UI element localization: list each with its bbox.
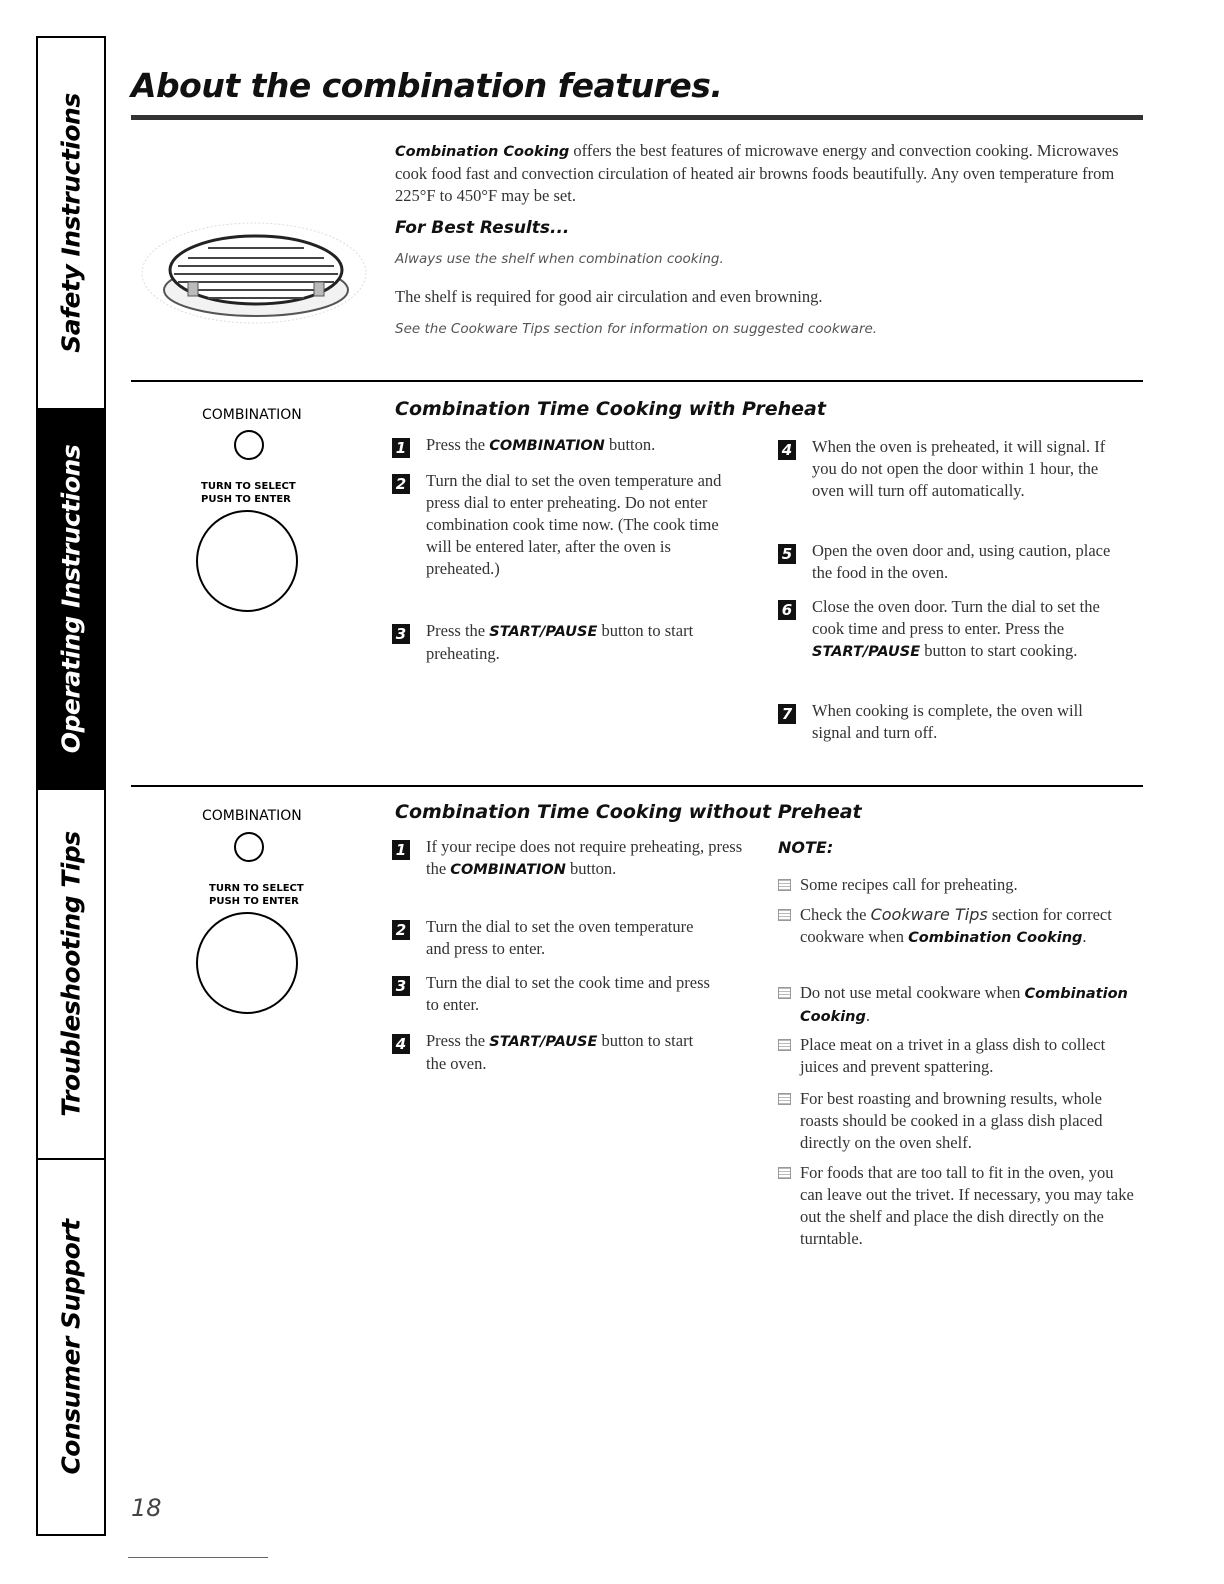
preheat-step-3 [395,620,744,665]
turn-to-select-label: TURN TO SELECT [209,883,304,894]
step-number: 5 [778,544,796,564]
no-preheat-heading: Combination Time Cooking without Preheat [395,801,862,823]
combination-button[interactable] [234,430,264,460]
page-title: About the combination features. [131,66,723,105]
combination-cooking-term: Combination Cooking [800,986,1128,1025]
note-text: . [1082,927,1087,946]
no-preheat-step-3 [395,972,716,1016]
step-number: 4 [778,440,796,460]
step-number: 3 [392,976,410,996]
step-number: 4 [392,1034,410,1054]
select-dial[interactable] [196,912,298,1014]
step-number: 3 [392,624,410,644]
start-pause-term: START/PAUSE [489,624,598,640]
tab-operating-instructions[interactable] [38,410,104,790]
step-text: Turn the dial to set the cook time and press to enter. [426,973,710,1014]
tab-consumer-support[interactable] [38,1160,104,1534]
combination-term: COMBINATION [489,438,605,454]
best-results-heading: For Best Results... [395,218,570,238]
preheat-step-5 [781,540,1122,584]
shelf-illustration [138,218,370,328]
step-text: When cooking is complete, the oven will signal and turn off. [812,701,1083,742]
intro-paragraph [395,140,1140,207]
note-text: For foods that are too tall to fit in the oven, you can leave out the trivet. If necessary, you may take out the shelf and place the dish directly on the turntable. [800,1163,1134,1248]
sidebar-nav [36,36,106,1536]
dial-label: COMBINATION [202,407,302,423]
start-pause-term: START/PAUSE [812,644,921,660]
note-text: Check the [800,905,871,924]
combination-cooking-term: Combination Cooking [395,144,570,160]
section-divider [131,380,1143,382]
step-number: 2 [392,920,410,940]
best-results-note: Always use the shelf when combination cooking. [395,251,724,267]
step-text: Open the oven door and, using caution, place the food in the oven. [812,541,1111,582]
note-text: section for correct cookware when [800,905,1112,946]
combination-term: COMBINATION [450,862,566,878]
no-preheat-step-2 [395,916,716,960]
step-text: When the oven is preheated, it will signal. If you do not open the door within 1 hour, the oven will turn off automatically. [812,437,1106,500]
preheat-step-7 [781,700,1122,744]
step-text: button to start the oven. [426,1031,694,1073]
tab-troubleshooting-tips[interactable] [38,790,104,1160]
page-number: 18 [131,1494,162,1522]
combination-cooking-term: Combination Cooking [908,930,1083,946]
step-number: 1 [392,438,410,458]
dial-label: COMBINATION [202,808,302,824]
note-text: For best roasting and browning results, whole roasts should be cooked in a glass dish placed directly on the oven shelf. [800,1089,1103,1152]
select-dial[interactable] [196,510,298,612]
title-rule [131,115,1143,120]
combination-button[interactable] [234,832,264,862]
tab-safety-instructions[interactable] [38,38,104,410]
no-preheat-step-4 [395,1030,716,1075]
bullet-icon [778,879,791,891]
note-text: . [865,1006,871,1025]
footer-line [128,1557,268,1558]
step-text: Press the [426,621,490,640]
turn-to-select-label: TURN TO SELECT [201,481,296,492]
note-text: Place meat on a trivet in a glass dish to collect juices and prevent spattering. [800,1035,1106,1076]
step-text: button to start preheating. [426,621,694,663]
note-item [800,1034,1130,1078]
step-text: Close the oven door. Turn the dial to set the cook time and press to enter. Press the [812,597,1100,638]
step-number: 1 [392,840,410,860]
step-text: button. [565,859,617,878]
step-text: Press the [426,1031,490,1050]
step-number: 7 [778,704,796,724]
step-text: If your recipe does not require preheating, press the [426,837,743,878]
intro-text: offers the best features of microwave energy and convection cooking. Microwaves cook food fast and convection circulation of heated air browns foods beautifully. Any oven temperature from 225°F to 450°F may be set. [395,141,1119,205]
preheat-step-1 [395,434,746,457]
section-divider [131,785,1143,787]
bullet-icon [778,1039,791,1051]
step-text: Press the [426,435,490,454]
no-preheat-step-1 [395,836,746,881]
cookware-tips-term: Cookware Tips [870,905,988,924]
tab-label: Operating Instructions [56,444,86,754]
note-item [800,1088,1130,1154]
step-text: Turn the dial to set the oven temperature and press to enter. [426,917,694,958]
push-to-enter-label: PUSH TO ENTER [201,494,291,505]
start-pause-term: START/PAUSE [489,1034,598,1050]
note-text: Some recipes call for preheating. [800,875,1018,894]
step-number: 2 [392,474,410,494]
step-text: button to start cooking. [920,641,1078,660]
note-item [800,874,1130,896]
note-item [800,904,1130,949]
tab-label: Troubleshooting Tips [56,831,86,1117]
note-item [800,982,1130,1028]
preheat-step-6 [781,596,1130,663]
bullet-icon [778,1167,791,1179]
preheat-step-4 [781,436,1122,502]
bullet-icon [778,987,791,999]
step-text: Turn the dial to set the oven temperature and press dial to enter preheating. Do not enter combination cook time now. (The cook time will be entered later, after the oven is preheated.) [426,471,722,578]
preheat-heading: Combination Time Cooking with Preheat [395,398,826,420]
note-text: Do not use metal cookware when [800,983,1025,1002]
tab-label: Safety Instructions [56,93,86,353]
note-heading: NOTE: [778,838,834,857]
push-to-enter-label: PUSH TO ENTER [209,896,299,907]
shelf-text: The shelf is required for good air circulation and even browning. [395,287,823,306]
see-tips-text: See the Cookware Tips section for information on suggested cookware. [395,321,878,337]
bullet-icon [778,909,791,921]
tab-label: Consumer Support [56,1219,86,1475]
step-text: button. [604,435,656,454]
preheat-step-2 [395,470,744,580]
step-number: 6 [778,600,796,620]
bullet-icon [778,1093,791,1105]
note-item [800,1162,1138,1250]
